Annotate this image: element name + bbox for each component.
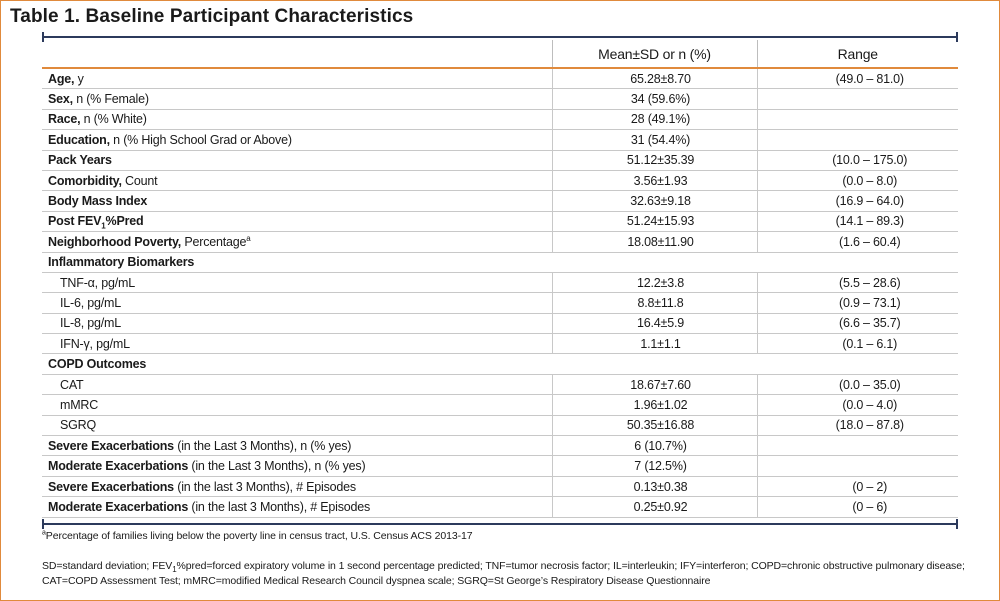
row-label: Moderate Exacerbations (in the Last 3 Months), n (% yes) — [42, 456, 552, 476]
row-range: (0 – 6) — [757, 497, 958, 517]
row-label: Neighborhood Poverty, Percentage$^a$ — [42, 232, 552, 252]
row-value: 18.67±7.60 — [552, 374, 757, 394]
row-range: (0.1 – 6.1) — [757, 334, 958, 354]
row-label: IFN-γ, pg/mL — [42, 334, 552, 354]
row-label: TNF-α, pg/mL — [42, 272, 552, 292]
row-range — [757, 109, 958, 129]
row-label: CAT — [42, 374, 552, 394]
row-range: (0.9 – 73.1) — [757, 293, 958, 313]
row-value: 0.13±0.38 — [552, 476, 757, 496]
header-range: Range — [757, 40, 958, 68]
row-range: (0.0 – 35.0) — [757, 374, 958, 394]
table-bottom-rule — [42, 523, 958, 525]
row-label: IL-6, pg/mL — [42, 293, 552, 313]
group-copd-outcomes: COPD Outcomes — [42, 354, 958, 374]
row-label: Comorbidity, Count — [42, 170, 552, 190]
row-value: 1.96±1.02 — [552, 395, 757, 415]
header-characteristic — [42, 40, 552, 68]
table-row — [42, 150, 958, 170]
row-value: 50.35±16.88 — [552, 415, 757, 435]
table-row — [42, 395, 958, 415]
characteristics-table — [42, 40, 958, 518]
row-range: (18.0 – 87.8) — [757, 415, 958, 435]
row-range: (6.6 – 35.7) — [757, 313, 958, 333]
row-value: 28 (49.1%) — [552, 109, 757, 129]
row-range: (0.0 – 8.0) — [757, 170, 958, 190]
table-title: Table 1. Baseline Participant Characteristics — [10, 6, 414, 27]
footnote-abbreviations-line1: SD=standard deviation; $FEV_1\%pred=forced$ expiratory volume in 1 second percentage predicted; TNF=tumor necrosis factor; IL=interleukin; IFY=interferon; COPD=chronic obstructive pulmonary disease; — [42, 560, 965, 575]
table-row — [42, 272, 958, 292]
table-row — [42, 436, 958, 456]
table-row — [42, 497, 958, 517]
table-row — [42, 476, 958, 496]
table-row — [42, 170, 958, 190]
table-row — [42, 109, 958, 129]
header-row — [42, 40, 958, 68]
table-row — [42, 211, 958, 231]
row-value: 31 (54.4%) — [552, 130, 757, 150]
row-value: 12.2±3.8 — [552, 272, 757, 292]
group-header-row — [42, 252, 958, 272]
table-top-rule — [42, 36, 958, 38]
header-mean-sd: Mean±SD or n (%) — [552, 40, 757, 68]
row-range: (0 – 2) — [757, 476, 958, 496]
row-label: mMRC — [42, 395, 552, 415]
row-label: Moderate Exacerbations (in the last 3 Months), # Episodes — [42, 497, 552, 517]
row-label: Severe Exacerbations (in the last 3 Months), # Episodes — [42, 476, 552, 496]
row-range: (14.1 – 89.3) — [757, 211, 958, 231]
row-range: (1.6 – 60.4) — [757, 232, 958, 252]
row-value: 18.08±11.90 — [552, 232, 757, 252]
table-row — [42, 374, 958, 394]
row-range: (16.9 – 64.0) — [757, 191, 958, 211]
footnote-abbreviations-line2: CAT=COPD Assessment Test; mMRC=modified Medical Research Council dyspnea scale; SGRQ=St George’s Respiratory Disease Questionnaire — [42, 575, 711, 587]
row-label: IL-8, pg/mL — [42, 313, 552, 333]
row-range: (5.5 – 28.6) — [757, 272, 958, 292]
row-label: Sex, n (% Female) — [42, 89, 552, 109]
row-label: Body Mass Index — [42, 191, 552, 211]
row-value: 0.25±0.92 — [552, 497, 757, 517]
row-label: Race, n (% White) — [42, 109, 552, 129]
row-value: 6 (10.7%) — [552, 436, 757, 456]
table-row — [42, 130, 958, 150]
row-label: Post $FEV_1\%Pred$ — [42, 211, 552, 231]
row-range — [757, 89, 958, 109]
table-row — [42, 68, 958, 89]
table-row — [42, 415, 958, 435]
row-value: 3.56±1.93 — [552, 170, 757, 190]
row-value: 16.4±5.9 — [552, 313, 757, 333]
row-range — [757, 130, 958, 150]
group-inflammatory-biomarkers: Inflammatory Biomarkers — [42, 252, 958, 272]
table-row — [42, 334, 958, 354]
table-row — [42, 313, 958, 333]
row-value: 51.12±35.39 — [552, 150, 757, 170]
row-label: Severe Exacerbations (in the Last 3 Months), n (% yes) — [42, 436, 552, 456]
row-value: 51.24±15.93 — [552, 211, 757, 231]
table-row — [42, 293, 958, 313]
table-row — [42, 456, 958, 476]
row-label: Age, y — [42, 68, 552, 89]
row-value: 7 (12.5%) — [552, 456, 757, 476]
row-value: 34 (59.6%) — [552, 89, 757, 109]
table-row — [42, 232, 958, 252]
row-label: Pack Years — [42, 150, 552, 170]
row-value: 1.1±1.1 — [552, 334, 757, 354]
row-label: Education, n (% High School Grad or Above) — [42, 130, 552, 150]
row-range — [757, 456, 958, 476]
row-range: (0.0 – 4.0) — [757, 395, 958, 415]
row-range: (49.0 – 81.0) — [757, 68, 958, 89]
row-range — [757, 436, 958, 456]
row-value: 65.28±8.70 — [552, 68, 757, 89]
row-label: SGRQ — [42, 415, 552, 435]
row-value: 8.8±11.8 — [552, 293, 757, 313]
group-header-row — [42, 354, 958, 374]
table-row — [42, 191, 958, 211]
row-range: (10.0 – 175.0) — [757, 150, 958, 170]
table-row — [42, 89, 958, 109]
footnote-poverty: $^a$Percentage of families living below the poverty line in census tract, U.S. Census ACS 2013-17 — [42, 529, 473, 542]
row-value: 32.63±9.18 — [552, 191, 757, 211]
